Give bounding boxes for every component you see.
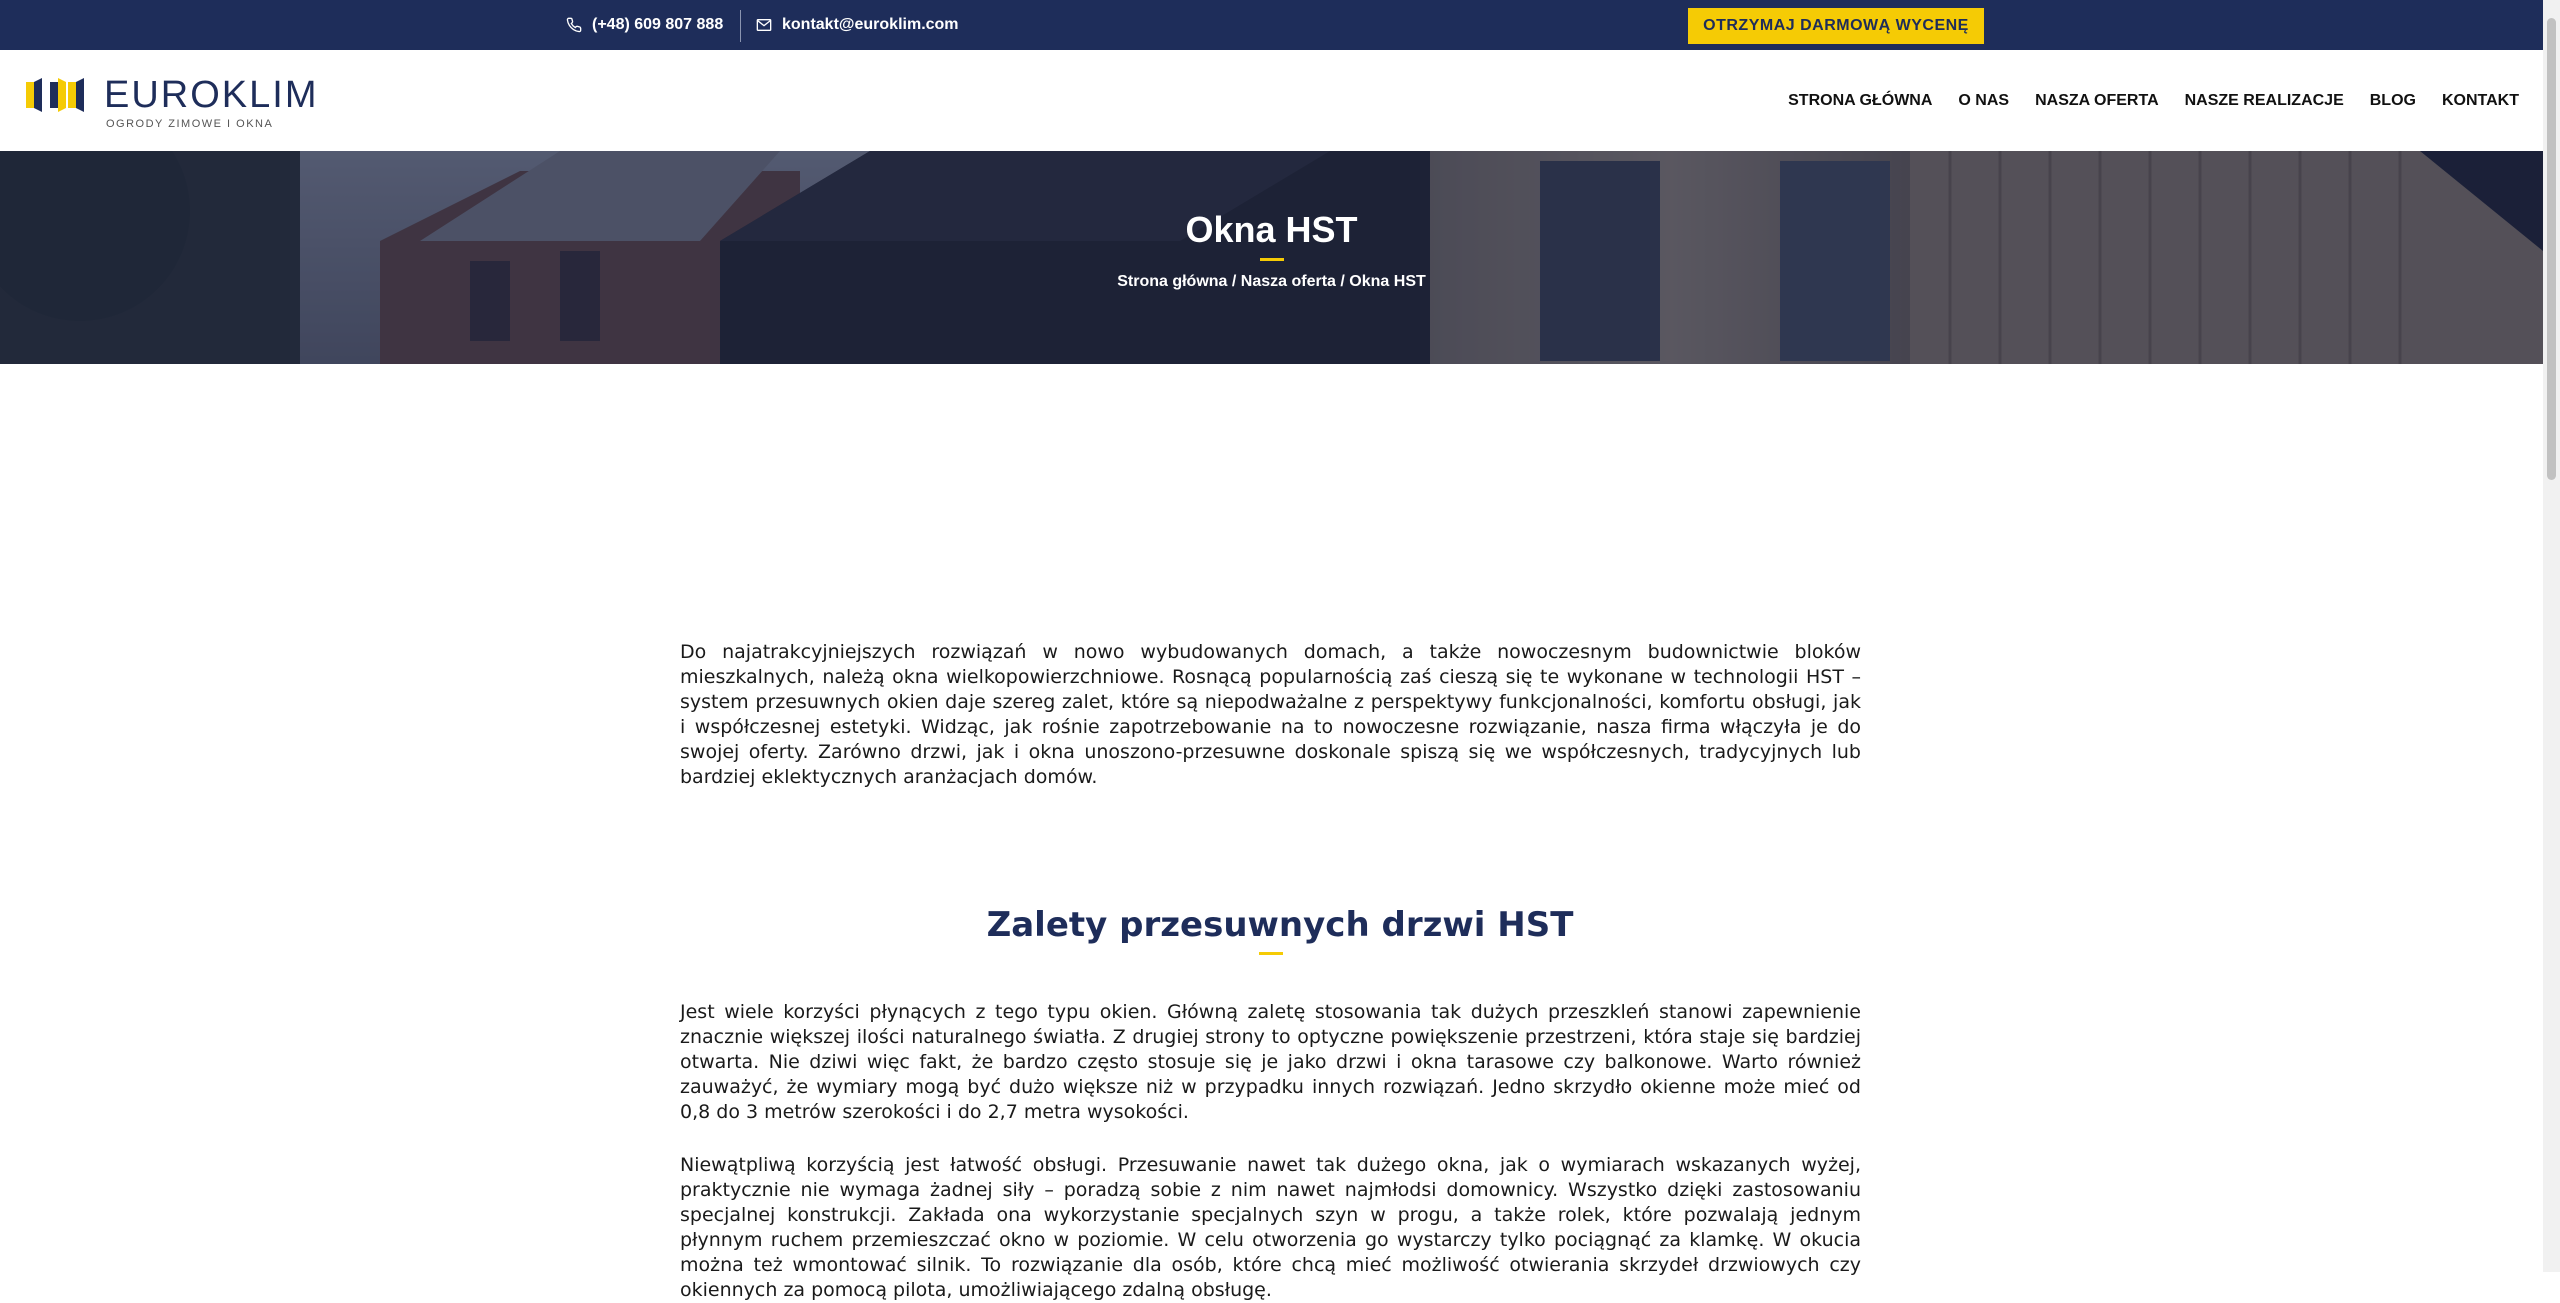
top-bar xyxy=(0,0,2543,50)
phone-number: (+48) 609 807 888 xyxy=(592,16,724,33)
email-contact[interactable] xyxy=(756,14,959,36)
section-heading-underline xyxy=(1259,952,1283,955)
logo-tagline: OGRODY ZIMOWE I OKNA xyxy=(106,118,274,130)
main-nav xyxy=(1788,92,2519,110)
breadcrumb-home[interactable]: Strona główna xyxy=(1117,273,1228,290)
phone-icon xyxy=(566,17,582,33)
breadcrumb-separator: / xyxy=(1335,273,1350,290)
page-title: Okna HST xyxy=(1185,209,1358,250)
logo-brand: EUROKLIM xyxy=(104,74,319,116)
section-heading: Zalety przesuwnych drzwi HST xyxy=(986,905,1574,945)
logo-mark-icon xyxy=(24,76,94,116)
benefits-section xyxy=(680,1000,1861,1303)
benefits-paragraph: Jest wiele korzyści płynących z tego typu okien. Główną zaletę stosowania tak dużych przeszkleń stanowi zapewnienie znacznie większej ilości naturalnego światła. Z drugiej strony to optyczne powiększenie przestrzeni, która staje się bardziej otwarta. Nie dziwi więc fakt, że bardzo często stosuje się je jako drzwi i okna tarasowe czy balkonowe. Warto również zauważyć, że wymiary mogą być dużo większe niż w przypadku innych rozwiązań. Jedno skrzydło okienne może mieć od 0,8 do 3 metrów szerokości i do 2,7 metra wysokości. xyxy=(680,1001,1861,1123)
phone-contact[interactable] xyxy=(566,14,723,36)
page-scrollbar[interactable] xyxy=(2543,0,2560,1272)
title-underline xyxy=(1260,258,1284,261)
nav-item-home[interactable]: STRONA GŁÓWNA xyxy=(1788,92,1933,109)
scrollbar-thumb[interactable] xyxy=(2547,18,2556,480)
breadcrumb-offer[interactable]: Nasza oferta xyxy=(1240,273,1336,290)
nav-item-blog[interactable]: BLOG xyxy=(2369,92,2416,109)
intro-paragraph: Do najatrakcyjniejszych rozwiązań w nowo wybudowanych domach, a także nowoczesnym budownictwie bloków mieszkalnych, należą okna wielkopowierzchniowe. Rosnącą popularnością zaś cieszą się te wykonane w technologii HST – system przesuwnych okien daje szereg zalet, które są niepodważalne z perspektywy funkcjonalności, komfortu obsługi, jak i współczesnej estetyki. Widząc, jak rośnie zapotrzebowanie na to nowoczesne rozwiązanie, nasza firma włączyła je do swojej oferty. Zarówno drzwi, jak i okna unoszono-przesuwne doskonale spiszą się we współczesnych, tradycyjnych lub bardziej eklektycznych aranżacjach domów. xyxy=(680,641,1861,788)
mail-icon xyxy=(756,18,772,32)
site-header xyxy=(0,50,2543,151)
nav-item-contact[interactable]: KONTAKT xyxy=(2441,92,2519,109)
topbar-divider xyxy=(740,10,741,42)
page-hero xyxy=(0,151,2543,364)
intro-section xyxy=(680,640,1861,790)
breadcrumb-separator: / xyxy=(1227,273,1241,290)
email-address: kontakt@euroklim.com xyxy=(782,16,959,33)
breadcrumb xyxy=(0,273,2543,291)
nav-item-projects[interactable]: NASZE REALIZACJE xyxy=(2184,92,2344,109)
benefits-paragraph: Niewątpliwą korzyścią jest łatwość obsługi. Przesuwanie nawet tak dużego okna, jak o wymiarach wskazanych wyżej, praktycznie nie wymaga żadnej siły – poradzą sobie z nim nawet najmłodsi domownicy. Wszystko dzięki zastosowaniu specjalnej konstrukcji. Zakłada ona wykorzystanie specjalnych szyn w progu, a także rolek, które pozwalają jednym płynnym ruchem przemieszczać okno w poziomie. W celu otworzenia go wystarczy tylko pociągnąć za klamkę. W okucia można też wmontować silnik. To rozwiązanie dla osób, które chcą mieć możliwość otwierania skrzydeł drzwiowych czy okiennych za pomocą pilota, umożliwiającego zdalną obsługę. xyxy=(680,1154,1861,1301)
nav-item-about[interactable]: O NAS xyxy=(1958,92,2010,109)
breadcrumb-current: Okna HST xyxy=(1349,273,1426,290)
free-quote-button[interactable]: OTRZYMAJ DARMOWĄ WYCENĘ xyxy=(1688,8,1984,44)
nav-item-offer[interactable]: NASZA OFERTA xyxy=(2035,92,2159,109)
logo[interactable] xyxy=(24,72,319,132)
